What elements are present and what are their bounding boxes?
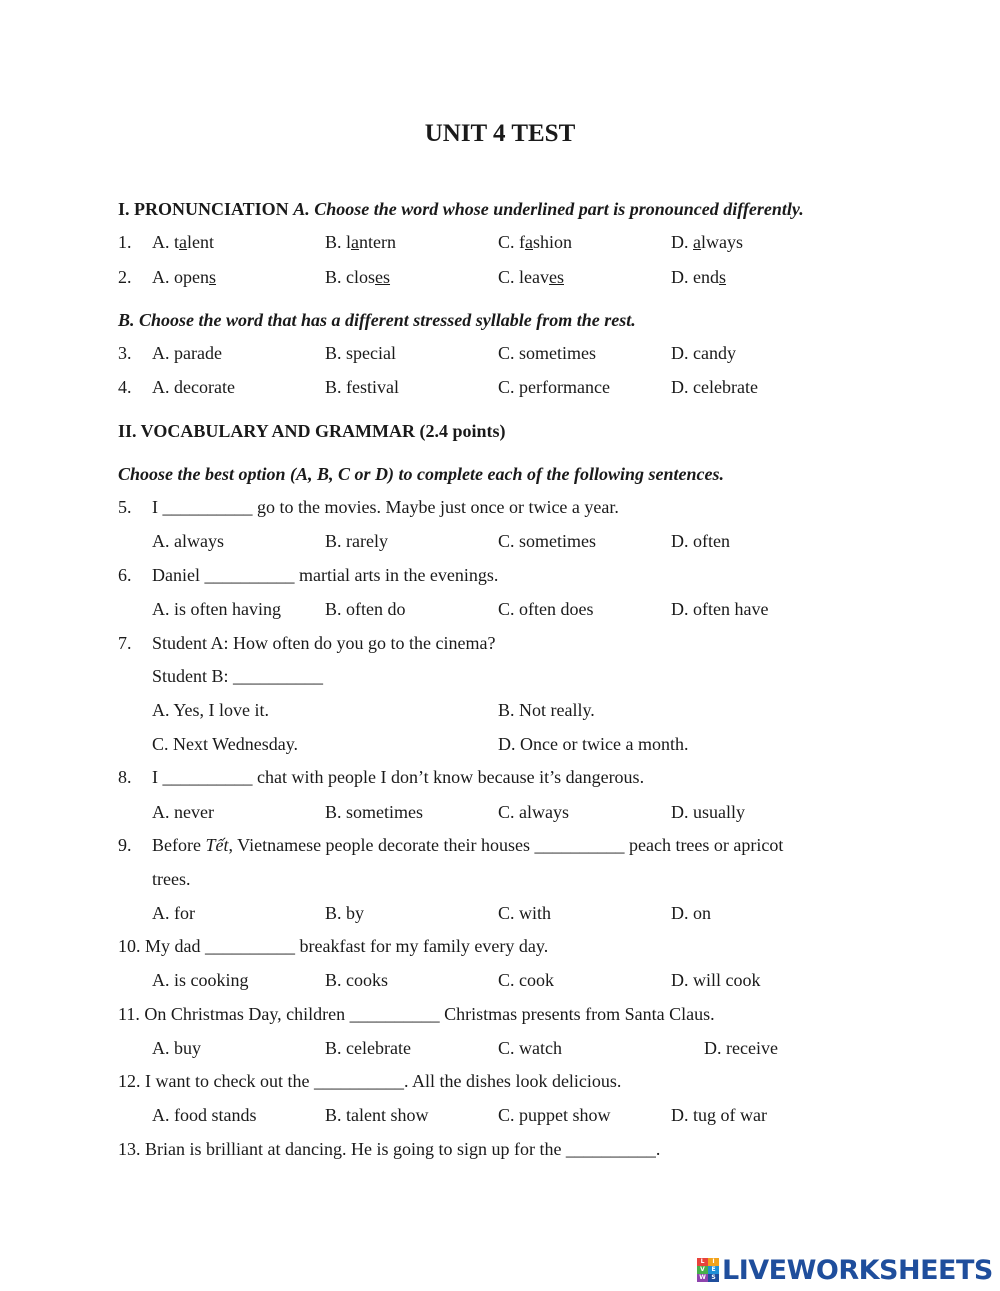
question-text: I __________ chat with people I don’t know because it’s dangerous. (152, 767, 645, 787)
question-text: Daniel __________ martial arts in the evenings. (152, 565, 499, 585)
option-c: C. puppet show (498, 1105, 611, 1125)
question-text: 10. My dad __________ breakfast for my family every day. (118, 936, 549, 956)
option-d: D. often (671, 531, 730, 551)
question-number: 7. (118, 633, 132, 653)
page-title: UNIT 4 TEST (424, 120, 576, 147)
option-a: A. talent (152, 232, 214, 252)
option-a: A. always (152, 531, 224, 551)
question-number: 1. (118, 232, 132, 252)
option-c: C. sometimes (498, 531, 596, 551)
option-d: D. celebrate (671, 377, 758, 397)
question-text: Before Tết, Vietnamese people decorate their houses __________ peach trees or apricot (152, 835, 784, 855)
question-number: 4. (118, 377, 132, 397)
section-2-heading: II. VOCABULARY AND GRAMMAR (2.4 points) (118, 421, 506, 441)
option-a: A. for (152, 903, 195, 923)
option-c: C. cook (498, 970, 554, 990)
option-c: C. often does (498, 599, 594, 619)
option-d: D. always (671, 232, 743, 252)
question-number: 3. (118, 343, 132, 363)
section-2-instruction: Choose the best option (A, B, C or D) to complete each of the following sentences. (118, 464, 724, 484)
option-b: B. rarely (325, 531, 388, 551)
section-1-heading: I. PRONUNCIATION (118, 199, 289, 219)
option-a: A. is cooking (152, 970, 249, 990)
question-text-line-2: trees. (152, 869, 191, 889)
option-d: D. candy (671, 343, 736, 363)
option-c: C. sometimes (498, 343, 596, 363)
question-number: 9. (118, 835, 132, 855)
option-d: D. will cook (671, 970, 761, 990)
part-b-instruction: B. Choose the word that has a different stressed syllable from the rest. (118, 310, 636, 330)
option-b: B. cooks (325, 970, 388, 990)
option-c: C. watch (498, 1038, 562, 1058)
option-d: D. usually (671, 802, 745, 822)
option-b: B. special (325, 343, 396, 363)
option-b: B. talent show (325, 1105, 429, 1125)
liveworksheets-logo[interactable] (697, 1255, 993, 1285)
question-number: 8. (118, 767, 132, 787)
option-b: B. celebrate (325, 1038, 411, 1058)
part-a-instruction: A. Choose the word whose underlined part is pronounced differently. (293, 199, 804, 219)
question-number: 6. (118, 565, 132, 585)
question-text-line-2: Student B: __________ (152, 666, 324, 686)
option-c: C. performance (498, 377, 610, 397)
option-d: D. ends (671, 267, 727, 287)
option-d: D. Once or twice a month. (498, 734, 689, 754)
option-c: C. always (498, 802, 569, 822)
liveworksheets-logo-icon: L I V E W S (697, 1258, 719, 1282)
option-c: C. fashion (498, 232, 573, 252)
question-text: 13. Brian is brilliant at dancing. He is going to sign up for the __________. (118, 1139, 661, 1159)
option-b: B. lantern (325, 232, 396, 252)
option-a: A. Yes, I love it. (152, 700, 270, 720)
question-text: 11. On Christmas Day, children __________ Christmas presents from Santa Claus. (118, 1004, 715, 1024)
option-a: A. opens (152, 267, 217, 287)
option-b: B. festival (325, 377, 399, 397)
question-number: 5. (118, 497, 132, 517)
option-d: D. receive (704, 1038, 778, 1058)
option-b: B. by (325, 903, 365, 923)
option-a: A. parade (152, 343, 222, 363)
option-d: D. tug of war (671, 1105, 767, 1125)
option-c: C. Next Wednesday. (152, 734, 299, 754)
option-c: C. leaves (498, 267, 564, 287)
option-a: A. is often having (152, 599, 281, 619)
option-b: B. Not really. (498, 700, 595, 720)
option-a: A. never (152, 802, 214, 822)
question-text: I __________ go to the movies. Maybe just once or twice a year. (152, 497, 619, 517)
option-a: A. buy (152, 1038, 201, 1058)
question-text: 12. I want to check out the __________. All the dishes look delicious. (118, 1071, 622, 1091)
question-number: 2. (118, 267, 132, 287)
option-b: B. sometimes (325, 802, 423, 822)
section-1-header (118, 198, 804, 220)
option-d: D. often have (671, 599, 769, 619)
option-b: B. closes (325, 267, 391, 287)
question-text: Student A: How often do you go to the cinema? (152, 633, 496, 653)
option-b: B. often do (325, 599, 406, 619)
option-a: A. decorate (152, 377, 235, 397)
option-d: D. on (671, 903, 711, 923)
option-a: A. food stands (152, 1105, 257, 1125)
option-c: C. with (498, 903, 552, 923)
liveworksheets-logo-text: LIVEWORKSHEETS (722, 1254, 993, 1286)
